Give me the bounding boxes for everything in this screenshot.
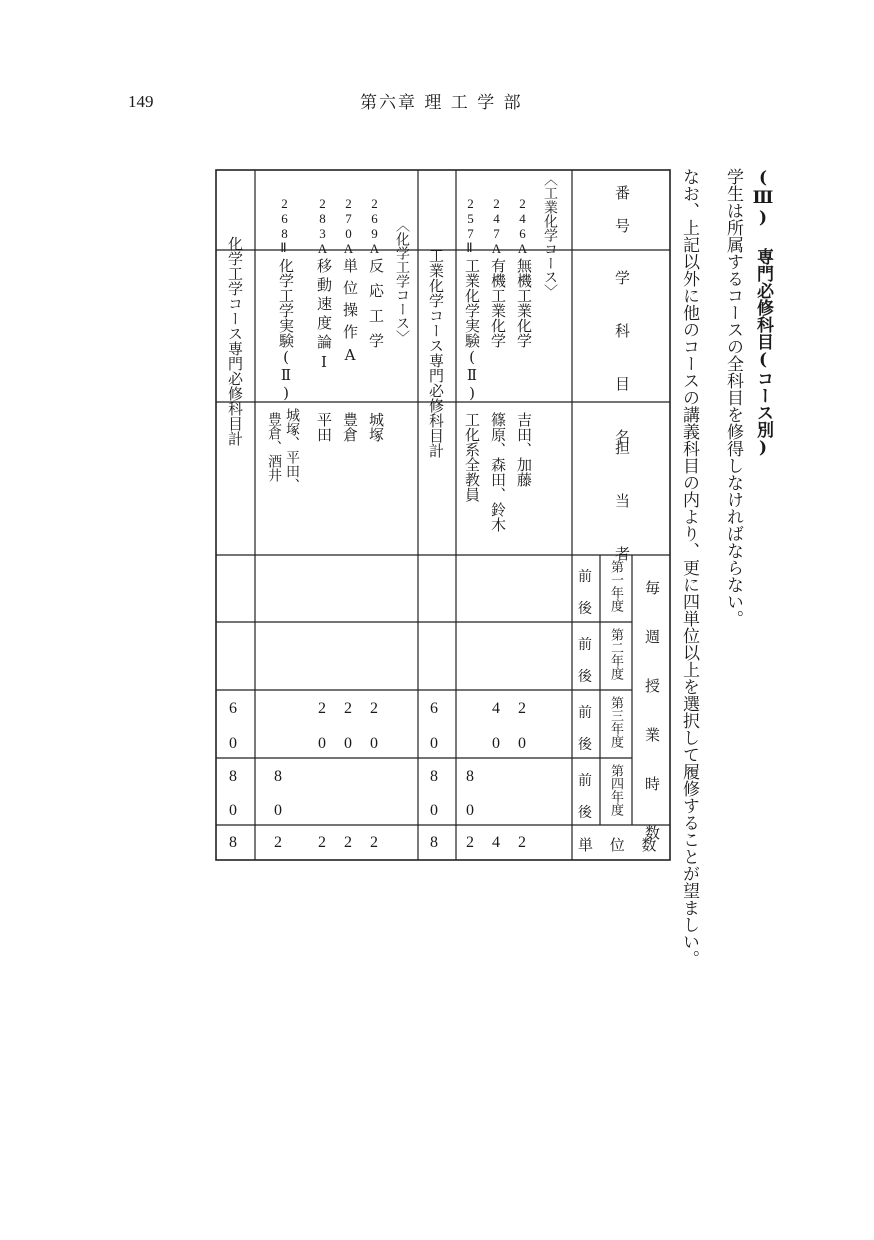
course-subject: 移動速度論Ⅰ: [315, 258, 333, 375]
hours-y4-second: 0: [274, 802, 282, 819]
course-instructor: 平田: [315, 412, 333, 442]
header-credits: 単 位 数: [578, 836, 663, 854]
header-second-half: 後: [578, 805, 592, 821]
total-y3-first: 6: [229, 700, 237, 717]
header-first-half: 前: [578, 569, 592, 585]
course-instructor: 吉田、加藤: [515, 412, 533, 487]
total-label-industrial-chemistry: 工業化学コース専門必修科目計: [427, 248, 445, 458]
course-subject: 単位操作A: [341, 258, 359, 371]
total-credits: 8: [430, 834, 438, 851]
hours-y3-second: 0: [370, 735, 378, 752]
hours-y3-second: 0: [492, 735, 500, 752]
header-second-half: 後: [578, 601, 592, 617]
course-number: 270A: [341, 196, 356, 256]
credits: 2: [370, 834, 378, 851]
header-first-half: 前: [578, 773, 592, 789]
course-instructor: 城塚、平田、: [284, 408, 300, 492]
course-number: 247A: [489, 196, 504, 256]
hours-y3-second: 0: [318, 735, 326, 752]
header-year-1: 第一年度: [608, 560, 623, 612]
hours-y3-second: 0: [518, 735, 526, 752]
header-number: 番 号: [613, 185, 631, 233]
total-y3-first: 6: [430, 700, 438, 717]
header-first-half: 前: [578, 705, 592, 721]
course-number: 283A: [315, 196, 330, 256]
group-label-industrial-chemistry: 〈工業化学コース〉: [542, 172, 558, 298]
course-number: 257Ⅱ: [463, 196, 478, 256]
credits: 2: [518, 834, 526, 851]
course-number: 268Ⅱ: [277, 196, 292, 256]
hours-y3-first: 2: [370, 700, 378, 717]
header-second-half: 後: [578, 669, 592, 685]
total-y3-second: 0: [229, 735, 237, 752]
total-y3-second: 0: [430, 735, 438, 752]
total-y4-first: 8: [430, 768, 438, 785]
header-year-3: 第三年度: [608, 696, 623, 748]
course-instructor: 豊倉: [341, 412, 359, 442]
total-y4-second: 0: [229, 802, 237, 819]
hours-y4-first: 8: [466, 768, 474, 785]
course-instructor: 城塚: [367, 412, 385, 442]
header-year-4: 第四年度: [608, 764, 623, 816]
course-number: 246A: [515, 196, 530, 256]
section-title: (Ⅲ) 専門必修科目(コース別): [753, 168, 773, 458]
hours-y3-first: 2: [344, 700, 352, 717]
credits: 2: [274, 834, 282, 851]
header-second-half: 後: [578, 737, 592, 753]
hours-y3-first: 2: [318, 700, 326, 717]
course-number: 269A: [367, 196, 382, 256]
hours-y3-second: 0: [344, 735, 352, 752]
running-head: 第六章 理 工 学 部: [360, 93, 523, 113]
total-y4-first: 8: [229, 768, 237, 785]
credits: 2: [466, 834, 474, 851]
total-label-chemical-engineering: 化学工学コース専門必修科目計: [226, 236, 244, 446]
course-instructor: 工化系全教員: [463, 412, 481, 502]
credits: 2: [318, 834, 326, 851]
page-number: 149: [128, 92, 154, 111]
note-required: 学生は所属するコースの全科目を修得しなければならない。: [723, 168, 743, 627]
total-credits: 8: [229, 834, 237, 851]
course-subject: 反応工学: [367, 258, 385, 358]
header-first-half: 前: [578, 637, 592, 653]
course-instructor: 篠原、森田、鈴木: [489, 412, 507, 532]
group-label-chemical-engineering: 〈化学工学コース〉: [394, 218, 410, 344]
hours-y3-first: 2: [518, 700, 526, 717]
note-recommended: なお、上記以外に他のコースの講義科目の内より、更に四単位以上を選択して履修することが望ましい。: [679, 168, 699, 967]
credits: 2: [344, 834, 352, 851]
header-subject: 学 科 目 名: [613, 270, 631, 454]
course-subject: 有機工業化学: [489, 258, 507, 348]
header-year-2: 第二年度: [608, 628, 623, 680]
credits: 4: [492, 834, 500, 851]
course-subject: 化学工学実験(Ⅱ): [277, 258, 295, 402]
course-instructor: 豊倉、酒井: [266, 412, 282, 482]
total-y4-second: 0: [430, 802, 438, 819]
hours-y4-first: 8: [274, 768, 282, 785]
hours-y3-first: 4: [492, 700, 500, 717]
course-subject: 無機工業化学: [515, 258, 533, 348]
course-subject: 工業化学実験(Ⅱ): [463, 258, 481, 402]
header-weekly-hours: 毎 週 授 業 時 数: [643, 580, 661, 848]
hours-y4-second: 0: [466, 802, 474, 819]
header-instructor: 担 当 者: [613, 440, 631, 571]
